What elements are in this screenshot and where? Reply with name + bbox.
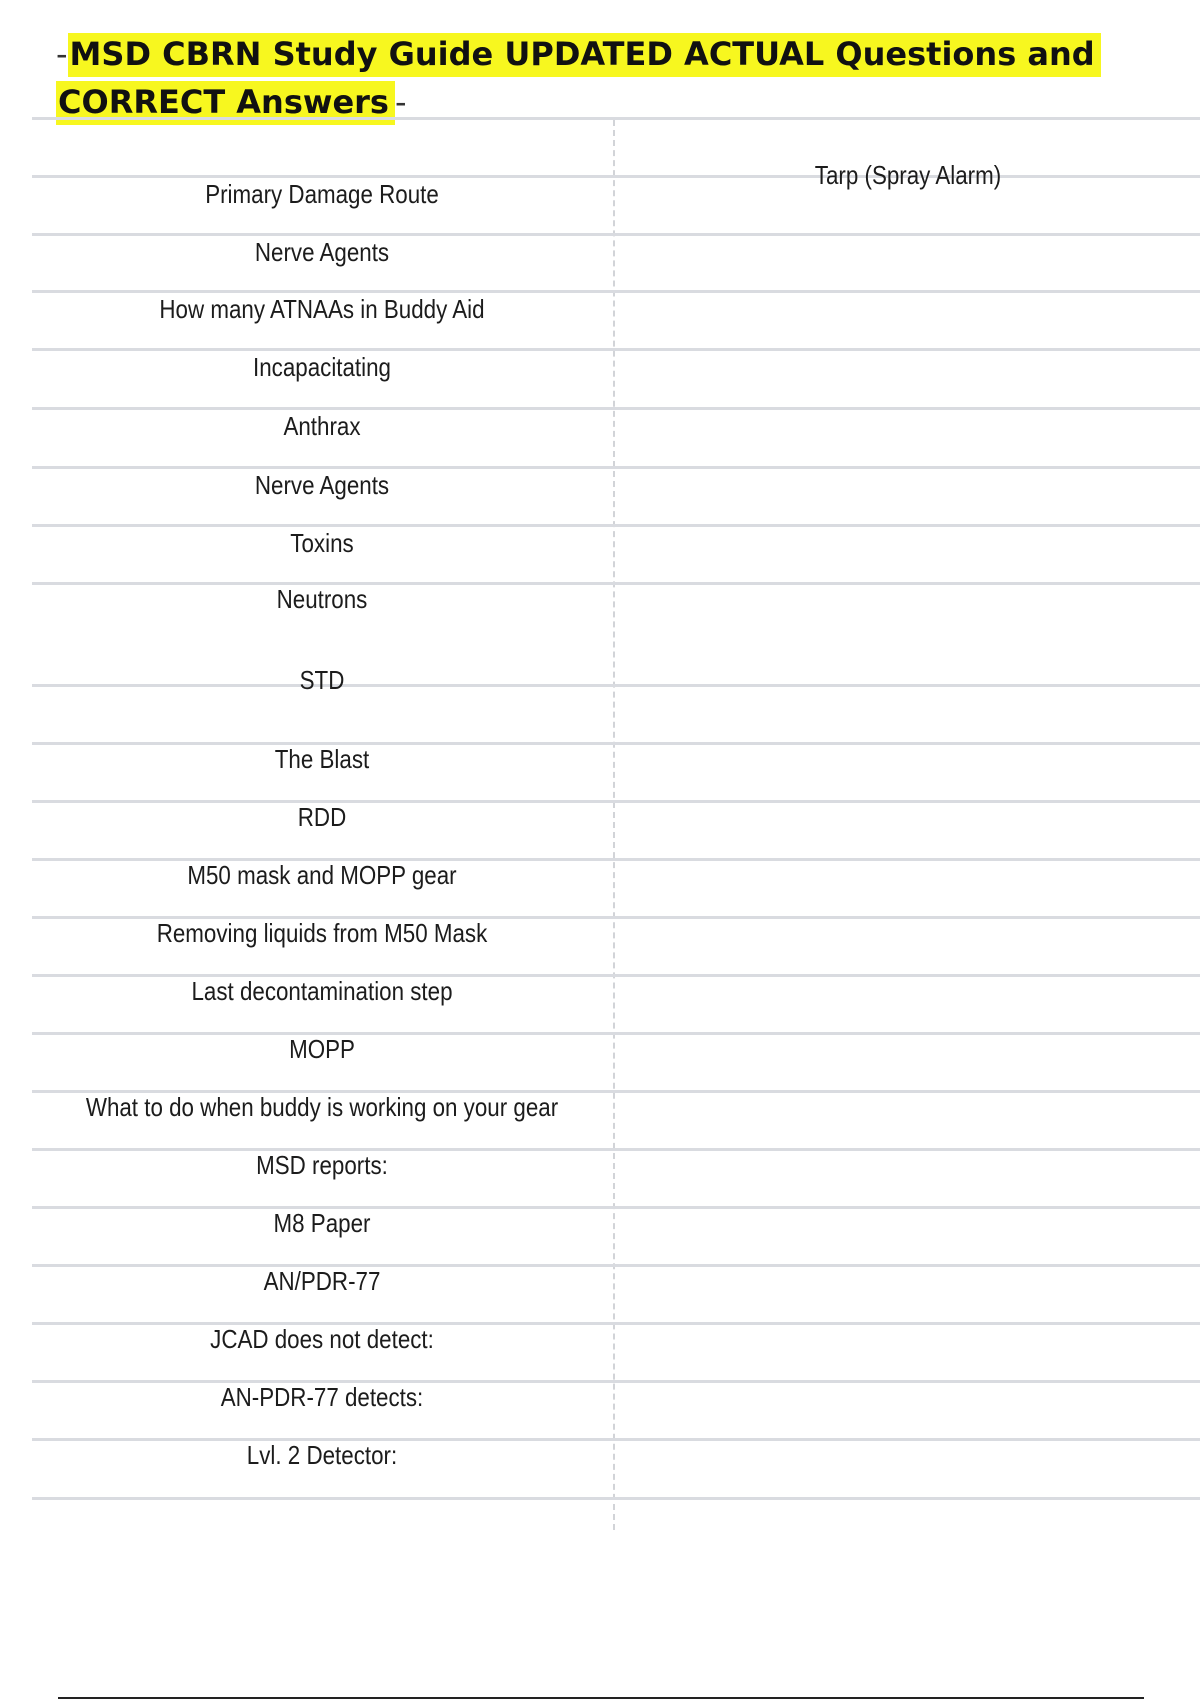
- term-cell: Last decontamination step: [191, 976, 453, 1006]
- term-cell: M50 mask and MOPP gear: [187, 860, 457, 890]
- term-cell: The Blast: [274, 744, 370, 774]
- term-cell: AN-PDR-77 detects:: [220, 1382, 424, 1412]
- term-cell: MOPP: [289, 1034, 355, 1064]
- term-cell: MSD reports:: [256, 1150, 388, 1180]
- title-dash-left: -: [56, 35, 68, 73]
- row-divider: [32, 1497, 1200, 1500]
- term-cell: Nerve Agents: [254, 237, 390, 267]
- title-dash-right: -: [394, 83, 407, 121]
- answer-cell: Tarp (Spray Alarm): [814, 160, 1002, 190]
- row-divider: [32, 117, 1200, 120]
- term-cell: M8 Paper: [273, 1208, 371, 1238]
- page-footer-rule: [58, 1697, 1144, 1699]
- term-cell: Neutrons: [276, 584, 368, 614]
- term-cell: Anthrax: [283, 411, 361, 441]
- term-cell: STD: [299, 665, 345, 695]
- term-cell: Removing liquids from M50 Mask: [156, 918, 488, 948]
- term-cell: What to do when buddy is working on your gear: [85, 1092, 559, 1122]
- term-cell: JCAD does not detect:: [210, 1324, 434, 1354]
- term-cell: AN/PDR-77: [263, 1266, 381, 1296]
- document-title: [56, 30, 1146, 126]
- term-cell: RDD: [297, 802, 347, 832]
- term-cell: Nerve Agents: [254, 470, 390, 500]
- title-highlight: MSD CBRN Study Guide UPDATED ACTUAL Questions and CORRECT Answers: [56, 33, 1101, 125]
- term-cell: Lvl. 2 Detector:: [246, 1440, 398, 1470]
- column-divider: [613, 120, 615, 1530]
- term-cell: Primary Damage Route: [205, 179, 439, 209]
- term-cell: Incapacitating: [252, 352, 391, 382]
- term-cell: How many ATNAAs in Buddy Aid: [159, 294, 485, 324]
- term-cell: Toxins: [290, 528, 354, 558]
